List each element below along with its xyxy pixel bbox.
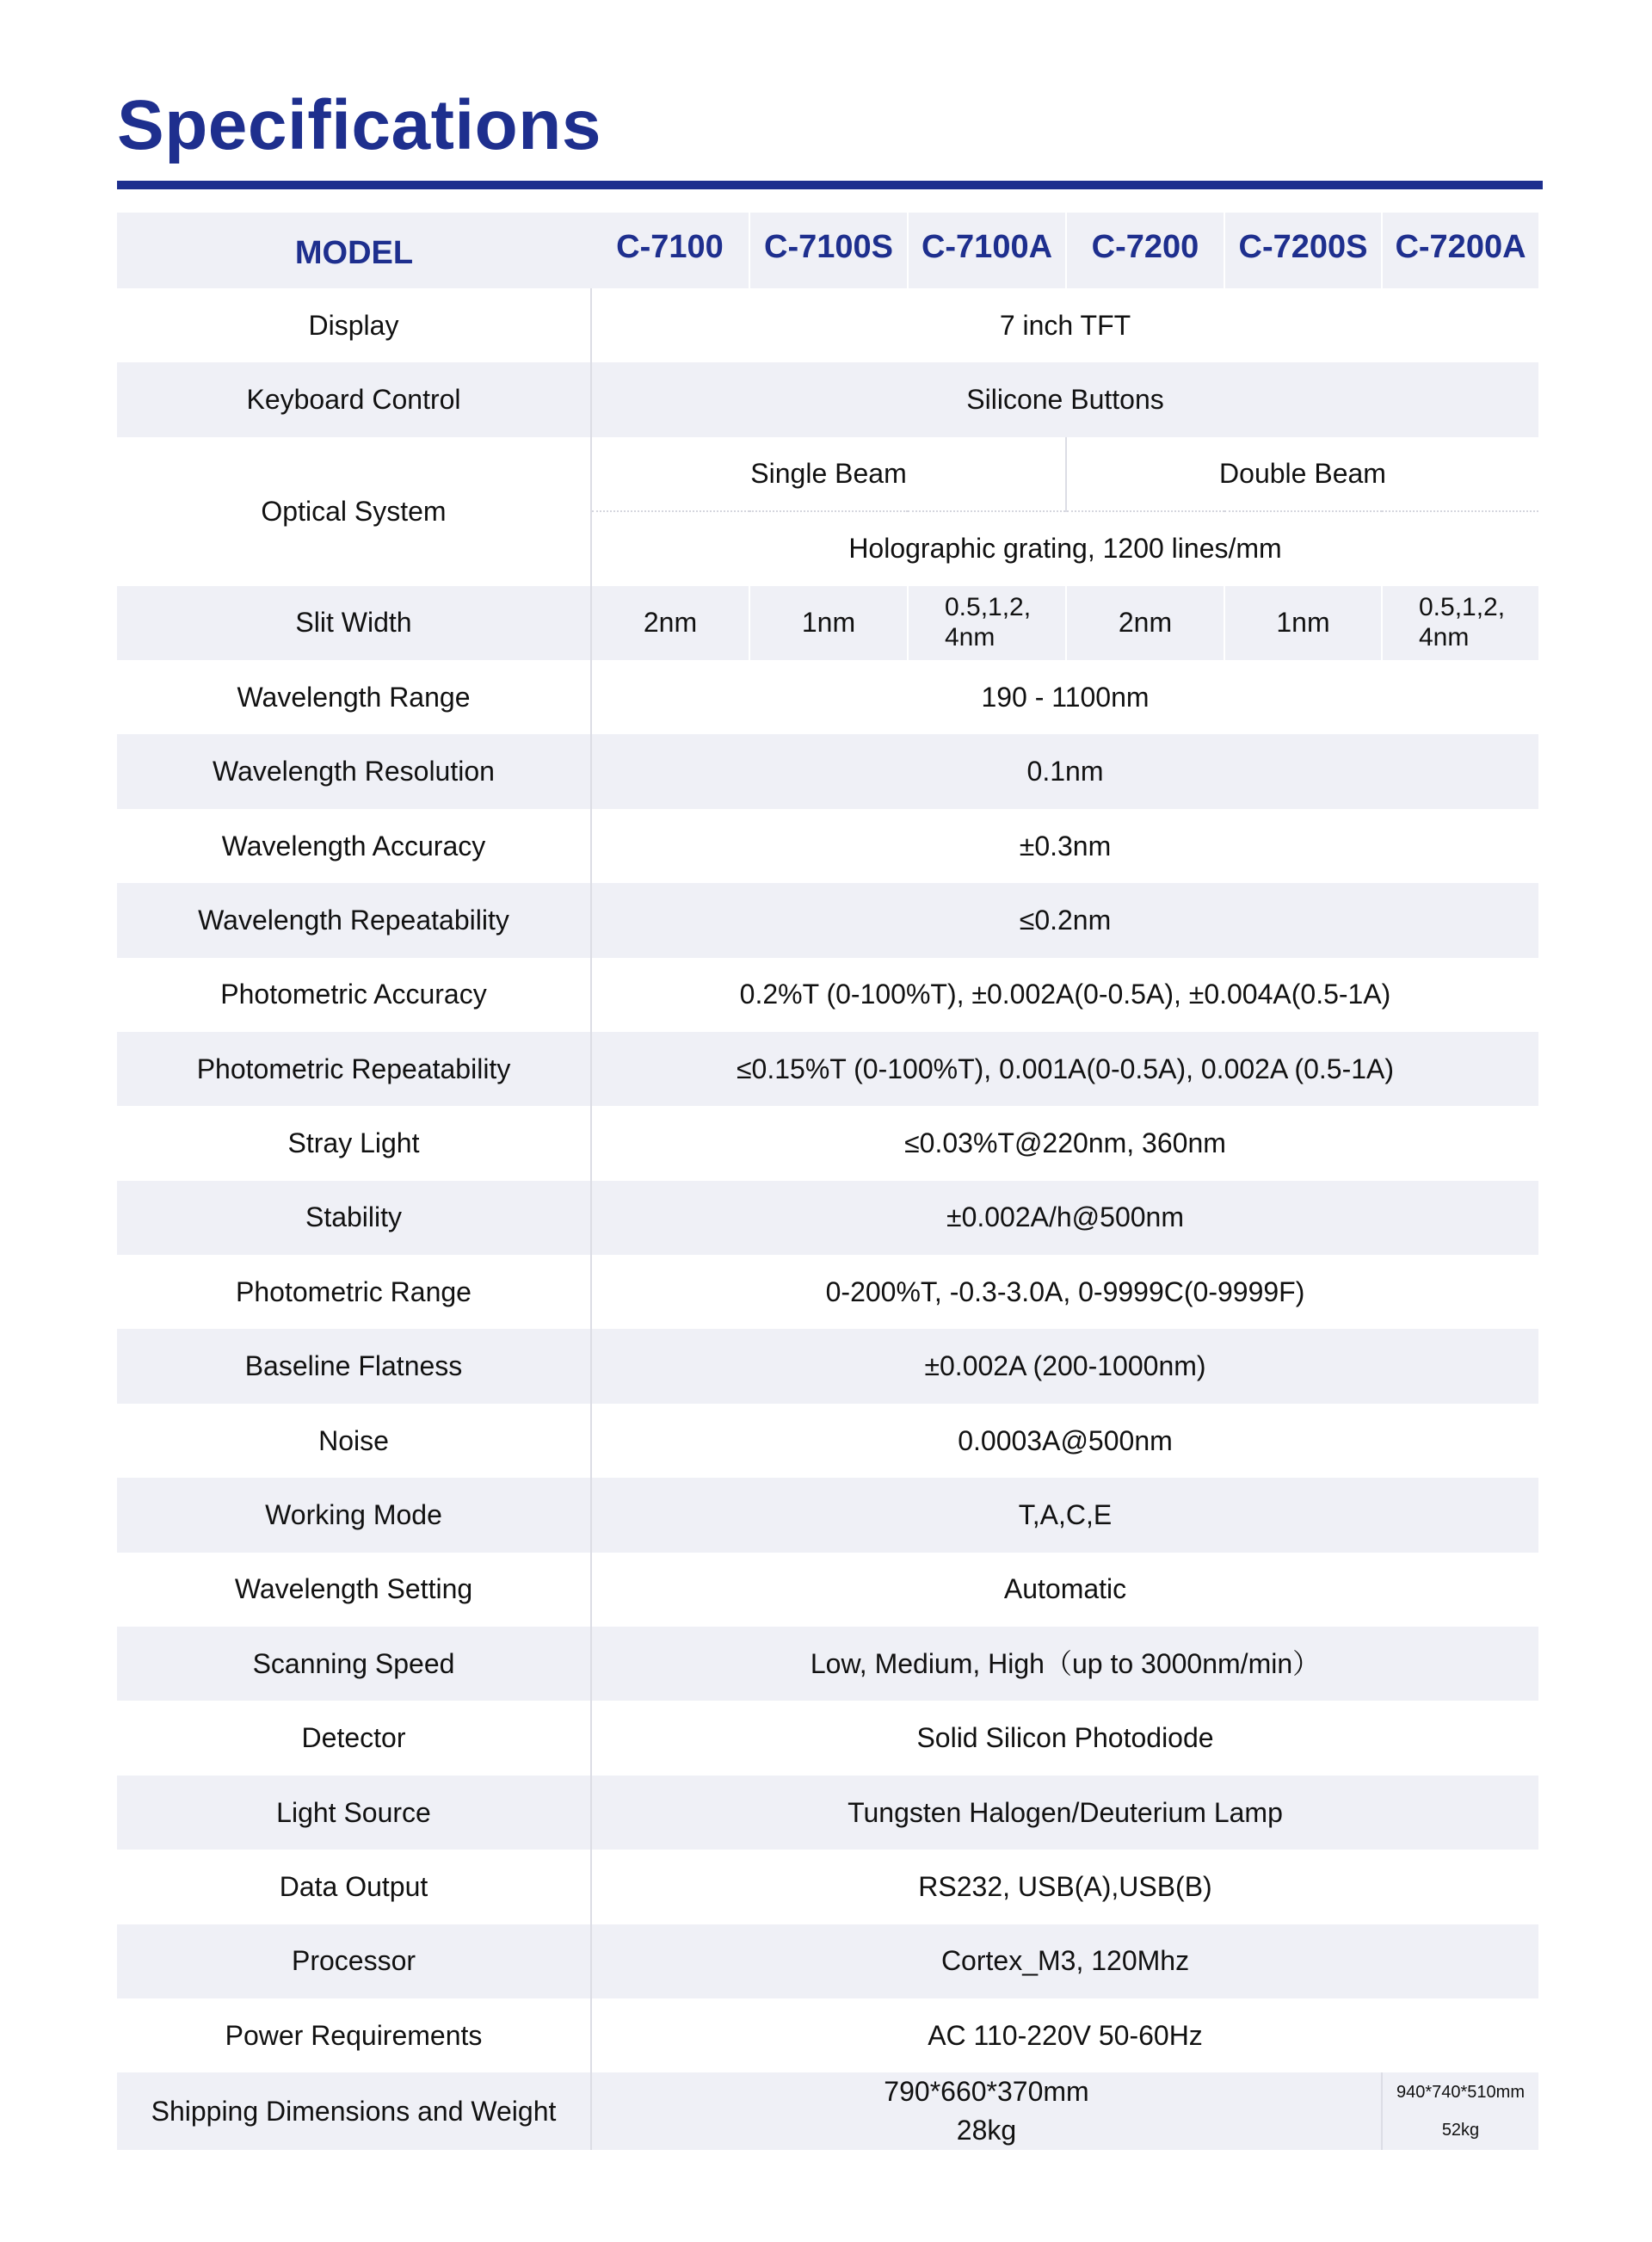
spec-value: ±0.002A (200-1000nm): [591, 1329, 1538, 1403]
single-beam-value: Single Beam: [591, 437, 1066, 511]
shipping-alt-dims: 940*740*510mm: [1396, 2083, 1525, 2103]
spec-label: Photometric Accuracy: [117, 958, 591, 1032]
spec-value: ≤0.03%T@220nm, 360nm: [904, 1127, 1226, 1159]
slit-value: 1nm: [1224, 586, 1382, 660]
table-row: [117, 809, 1538, 883]
table-row: [117, 1106, 1538, 1180]
spec-value: 0.1nm: [591, 734, 1538, 808]
shipping-main-weight: 28kg: [956, 2115, 1017, 2146]
double-beam-value: Double Beam: [1066, 437, 1538, 511]
model-header: MODEL: [117, 213, 591, 288]
grating-value: Holographic grating, 1200 lines/mm: [848, 533, 1282, 565]
spec-value: Silicone Buttons: [591, 362, 1538, 436]
spec-label: Noise: [117, 1404, 591, 1478]
table-row: [117, 1404, 1538, 1478]
slit-value: 1nm: [749, 586, 908, 660]
spec-label: Photometric Repeatability: [117, 1032, 591, 1106]
spec-label: Stability: [117, 1181, 591, 1255]
spec-value: ±0.3nm: [1019, 830, 1112, 862]
table-row: [117, 1181, 1538, 1255]
table-row: [117, 1850, 1538, 1924]
spec-value: ±0.002A/h@500nm: [591, 1181, 1538, 1255]
spec-value: 0.0003A@500nm: [958, 1424, 1173, 1456]
model-c7100: C-7100: [591, 213, 749, 288]
spec-label: Keyboard Control: [117, 362, 591, 436]
spec-label: Light Source: [117, 1776, 591, 1850]
table-row: [117, 1255, 1538, 1329]
table-row: [117, 2072, 1538, 2150]
spec-value: 0-200%T, -0.3-3.0A, 0-9999C(0-9999F): [825, 1275, 1305, 1307]
table-row: [117, 1701, 1538, 1775]
model-c7100s: C-7100S: [749, 213, 908, 288]
shipping-alt-value: [1382, 2072, 1538, 2150]
spec-value: Automatic: [1003, 1573, 1127, 1605]
model-c7200s: C-7200S: [1224, 213, 1382, 288]
page-title: Specifications: [117, 86, 601, 164]
table-row: [117, 1329, 1538, 1403]
table-row: [117, 1627, 1538, 1701]
spec-value: 0.2%T (0-100%T), ±0.002A(0-0.5A), ±0.004A(0.5-1A): [739, 979, 1391, 1010]
spec-label: Working Mode: [117, 1478, 591, 1552]
shipping-main-dims: 790*660*370mm: [884, 2076, 1089, 2108]
table-row: [117, 1924, 1538, 1998]
model-c7100a: C-7100A: [908, 213, 1066, 288]
spec-label: Data Output: [117, 1850, 591, 1924]
spec-value: Tungsten Halogen/Deuterium Lamp: [591, 1776, 1538, 1850]
spec-value: 7 inch TFT: [999, 309, 1131, 341]
table-row: [117, 1553, 1538, 1627]
spec-label: Wavelength Range: [117, 660, 591, 734]
table-row: [117, 437, 1538, 511]
spec-value: Cortex_M3, 120Mhz: [591, 1924, 1538, 1998]
spec-value: 190 - 1100nm: [981, 681, 1150, 713]
slit-value: 0.5,1,2, 4nm: [908, 586, 1066, 660]
spec-value: ≤0.2nm: [591, 883, 1538, 957]
spec-label: Shipping Dimensions and Weight: [117, 2072, 591, 2150]
spec-label: Processor: [117, 1924, 591, 1998]
table-row: [117, 586, 1538, 660]
spec-label: Wavelength Accuracy: [117, 809, 591, 883]
spec-label: Optical System: [117, 437, 591, 586]
table-row: [117, 883, 1538, 957]
spec-label: Display: [117, 288, 591, 362]
spec-value: Solid Silicon Photodiode: [916, 1722, 1214, 1754]
table-row: [117, 734, 1538, 808]
spec-value: Low, Medium, High（up to 3000nm/min）: [591, 1627, 1538, 1701]
shipping-main-value: [591, 2072, 1382, 2150]
table-row: [117, 288, 1538, 362]
table-row: [117, 1998, 1538, 2072]
table-row: [117, 1032, 1538, 1106]
spec-label: Stray Light: [117, 1106, 591, 1180]
spec-label: Wavelength Resolution: [117, 734, 591, 808]
model-c7200a: C-7200A: [1382, 213, 1538, 288]
table-row: [117, 958, 1538, 1032]
spec-label: Baseline Flatness: [117, 1329, 591, 1403]
spec-value: AC 110-220V 50-60Hz: [928, 2019, 1203, 2051]
spec-label: Scanning Speed: [117, 1627, 591, 1701]
spec-value: ≤0.15%T (0-100%T), 0.001A(0-0.5A), 0.002A (0.5-1A): [591, 1032, 1538, 1106]
title-divider: [117, 181, 1543, 189]
table-header-row: [117, 213, 1538, 288]
spec-label: Wavelength Setting: [117, 1553, 591, 1627]
model-c7200: C-7200: [1066, 213, 1224, 288]
specifications-table: [117, 213, 1538, 2150]
table-row: [117, 1776, 1538, 1850]
spec-label: Wavelength Repeatability: [117, 883, 591, 957]
spec-label: Photometric Range: [117, 1255, 591, 1329]
table-row: [117, 660, 1538, 734]
spec-value: RS232, USB(A),USB(B): [918, 1871, 1212, 1902]
slit-value: 0.5,1,2, 4nm: [1382, 586, 1538, 660]
spec-value: T,A,C,E: [591, 1478, 1538, 1552]
slit-value: 2nm: [1066, 586, 1224, 660]
spec-label: Power Requirements: [117, 1998, 591, 2072]
table-row: [117, 362, 1538, 436]
table-row: [117, 1478, 1538, 1552]
slit-value: 2nm: [591, 586, 749, 660]
shipping-alt-weight: 52kg: [1441, 2121, 1480, 2140]
spec-label: Detector: [117, 1701, 591, 1775]
spec-label: Slit Width: [117, 586, 591, 660]
